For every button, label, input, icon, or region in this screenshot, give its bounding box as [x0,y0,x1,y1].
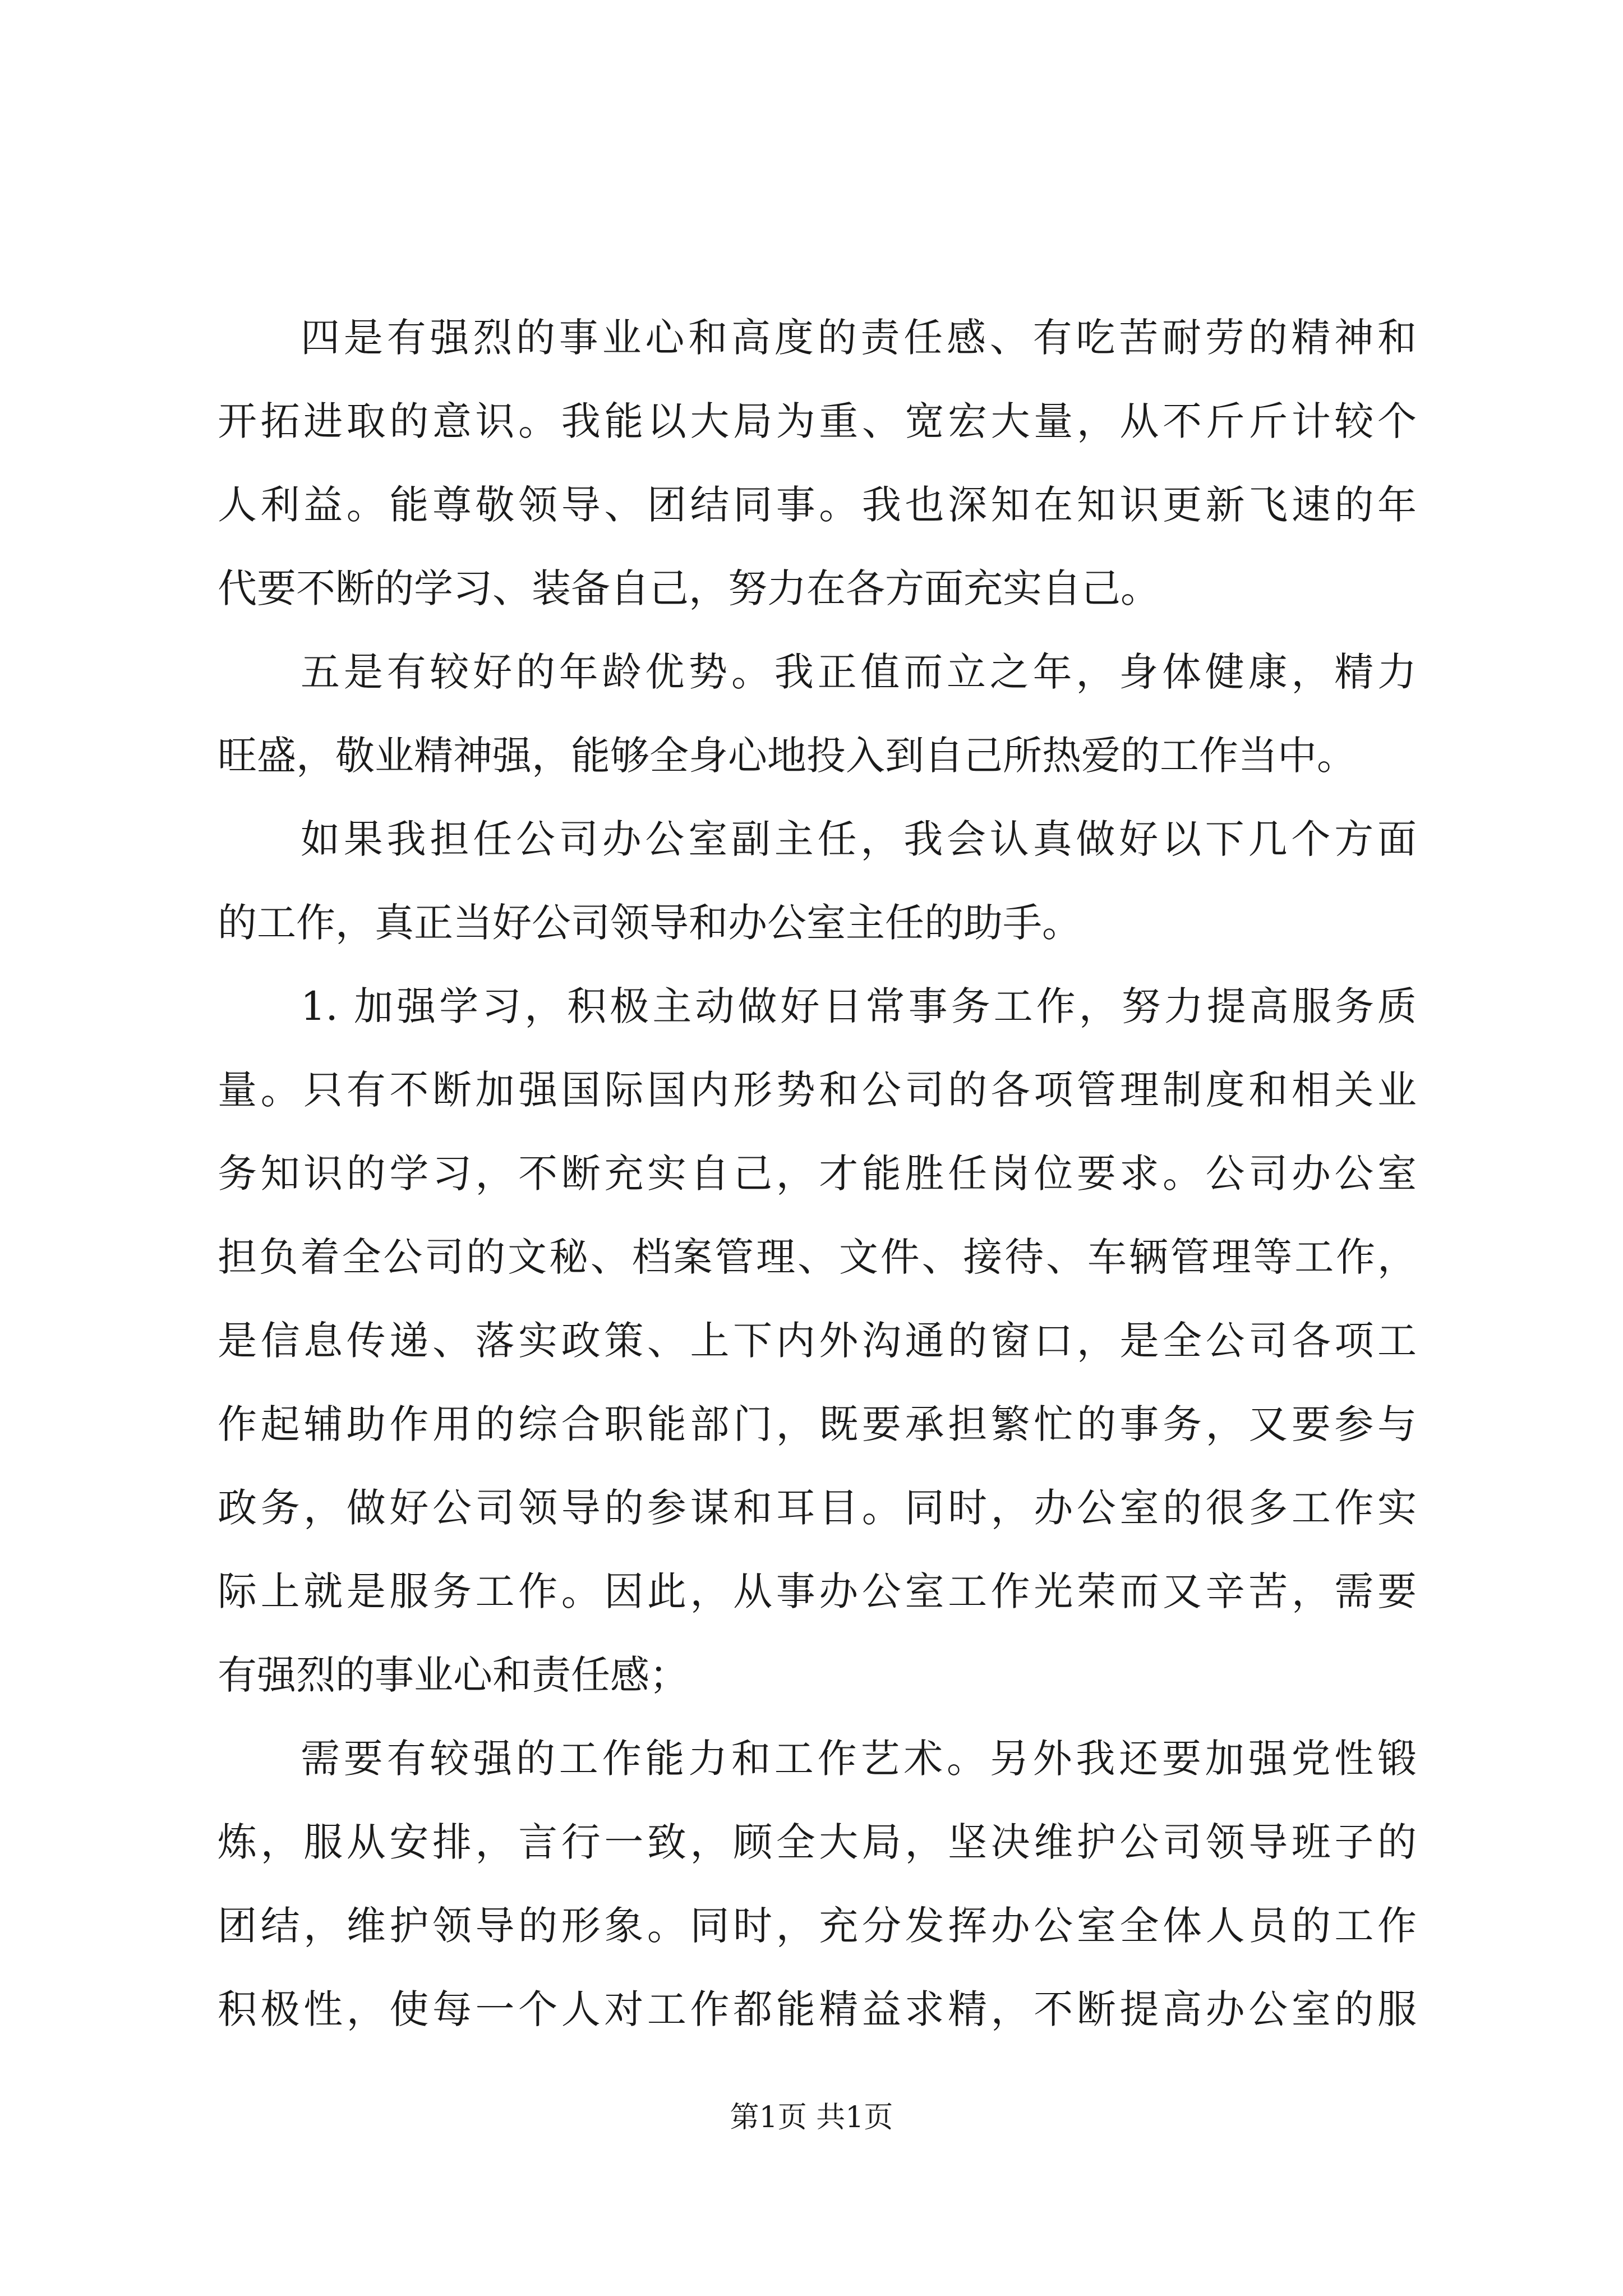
text-line: 炼，服从安排，言行一致，顾全大局，坚决维护公司领导班子的 [218,1819,1417,1865]
text-line: 积极性，使每一个人对工作都能精益求精，不断提高办公室的服 [218,1986,1417,2032]
paragraph [218,1717,1417,2051]
text-line: 如果我担任公司办公室副主任，我会认真做好以下几个方面 [301,816,1417,862]
text-line: 的工作，真正当好公司领导和办公室主任的助手。 [218,900,1081,946]
text-line: 团结，维护领导的形象。同时，充分发挥办公室全体人员的工作 [218,1903,1417,1949]
text-line: 作起辅助作用的综合职能部门，既要承担繁忙的事务，又要参与 [218,1401,1417,1447]
page-footer: 第1页 共1页 [730,2101,893,2134]
text-line: 务知识的学习，不断充实自己，才能胜任岗位要求。公司办公室 [218,1151,1417,1197]
text-line: 际上就是服务工作。因此，从事办公室工作光荣而又辛苦，需要 [218,1568,1417,1614]
text-line: 担负着全公司的文秘、档案管理、文件、接待、车辆管理等工作， [218,1234,1417,1280]
text-line: 需要有较强的工作能力和工作艺术。另外我还要加强党性锻 [301,1736,1417,1782]
text-line: 旺盛，敬业精神强，能够全身心地投入到自己所热爱的工作当中。 [218,733,1356,779]
text-line: 政务，做好公司领导的参谋和耳目。同时，办公室的很多工作实 [218,1485,1417,1531]
text-line: 人利益。能尊敬领导、团结同事。我也深知在知识更新飞速的年 [218,482,1417,528]
text-line: 是信息传递、落实政策、上下内外沟通的窗口，是全公司各项工 [218,1318,1417,1364]
paragraph [218,798,1417,965]
text-line: 代要不断的学习、装备自己，努力在各方面充实自己。 [218,565,1160,611]
paragraph [218,631,1417,798]
text-line: 开拓进取的意识。我能以大局为重、宽宏大量，从不斤斤计较个 [218,398,1417,444]
text-line: 有强烈的事业心和责任感； [218,1652,689,1698]
paragraph [218,965,1417,1717]
text-line: 五是有较好的年龄优势。我正值而立之年，身体健康，精力 [301,649,1417,695]
paragraph [218,296,1417,631]
text-line: 量。只有不断加强国际国内形势和公司的各项管理制度和相关业 [218,1067,1417,1113]
text-line: 四是有强烈的事业心和高度的责任感、有吃苦耐劳的精神和 [301,315,1417,361]
text-line: 1. 加强学习，积极主动做好日常事务工作，努力提高服务质 [301,983,1417,1029]
document-body [218,296,1417,2051]
